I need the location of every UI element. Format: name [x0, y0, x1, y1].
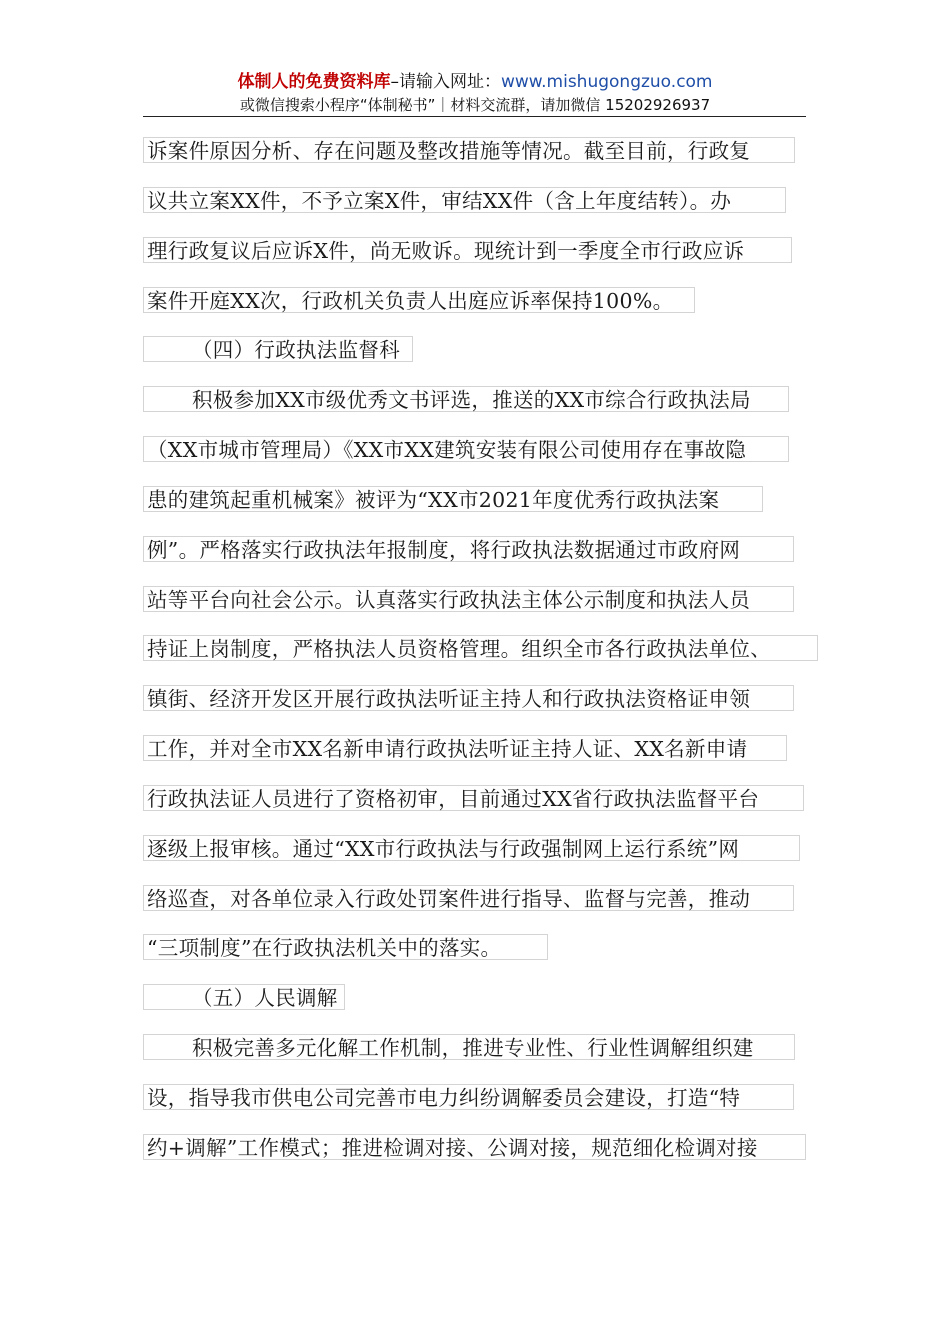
header-divider [143, 116, 806, 117]
text-line: 议共立案XX件，不予立案X件，审结XX件（含上年度结转）。办 [143, 187, 786, 213]
url-prompt: –请输入网址： [390, 72, 501, 92]
text-line: 持证上岗制度，严格执法人员资格管理。组织全市各行政执法单位、 [143, 635, 818, 661]
text-line: 理行政复议后应诉X件，尚无败诉。现统计到一季度全市行政应诉 [143, 237, 792, 263]
text-line: 设，指导我市供电公司完善市电力纠纷调解委员会建设，打造“特 [143, 1084, 794, 1110]
text-line: 站等平台向社会公示。认真落实行政执法主体公示制度和执法人员 [143, 586, 794, 612]
text-line: 患的建筑起重机械案》被评为“XX市2021年度优秀行政执法案 [143, 486, 763, 512]
text-line: 诉案件原因分析、存在问题及整改措施等情况。截至目前，行政复 [143, 137, 795, 163]
text-line: “三项制度”在行政执法机关中的落实。 [143, 934, 548, 960]
text-line: 逐级上报审核。通过“XX市行政执法与行政强制网上运行系统”网 [143, 835, 800, 861]
text-line: 例”。严格落实行政执法年报制度，将行政执法数据通过市政府网 [143, 536, 794, 562]
text-line: 行政执法证人员进行了资格初审，目前通过XX省行政执法监督平台 [143, 785, 804, 811]
text-line: 积极参加XX市级优秀文书评选，推送的XX市综合行政执法局 [143, 386, 789, 412]
text-line: 镇街、经济开发区开展行政执法听证主持人和行政执法资格证申领 [143, 685, 794, 711]
text-line: 积极完善多元化解工作机制，推进专业性、行业性调解组织建 [143, 1034, 795, 1060]
section-heading: （五）人民调解 [143, 984, 345, 1010]
site-name: 体制人的免费资料库 [237, 72, 391, 92]
text-line: （XX市城市管理局）《XX市XX建筑安装有限公司使用存在事故隐 [143, 436, 789, 462]
text-line: 案件开庭XX次，行政机关负责人出庭应诉率保持100%。 [143, 287, 695, 313]
site-banner [0, 70, 950, 94]
text-line: 约+调解”工作模式；推进检调对接、公调对接，规范细化检调对接 [143, 1134, 806, 1160]
section-heading: （四）行政执法监督科 [143, 336, 413, 362]
contact-line: 或微信搜索小程序“体制秘书”｜材料交流群，请加微信 15202926937 [239, 96, 711, 114]
text-line: 工作，并对全市XX名新申请行政执法听证主持人证、XX名新申请 [143, 735, 787, 761]
site-url-link[interactable]: www.mishugongzuo.com [500, 72, 713, 92]
text-line: 络巡查，对各单位录入行政处罚案件进行指导、监督与完善，推动 [143, 885, 794, 911]
